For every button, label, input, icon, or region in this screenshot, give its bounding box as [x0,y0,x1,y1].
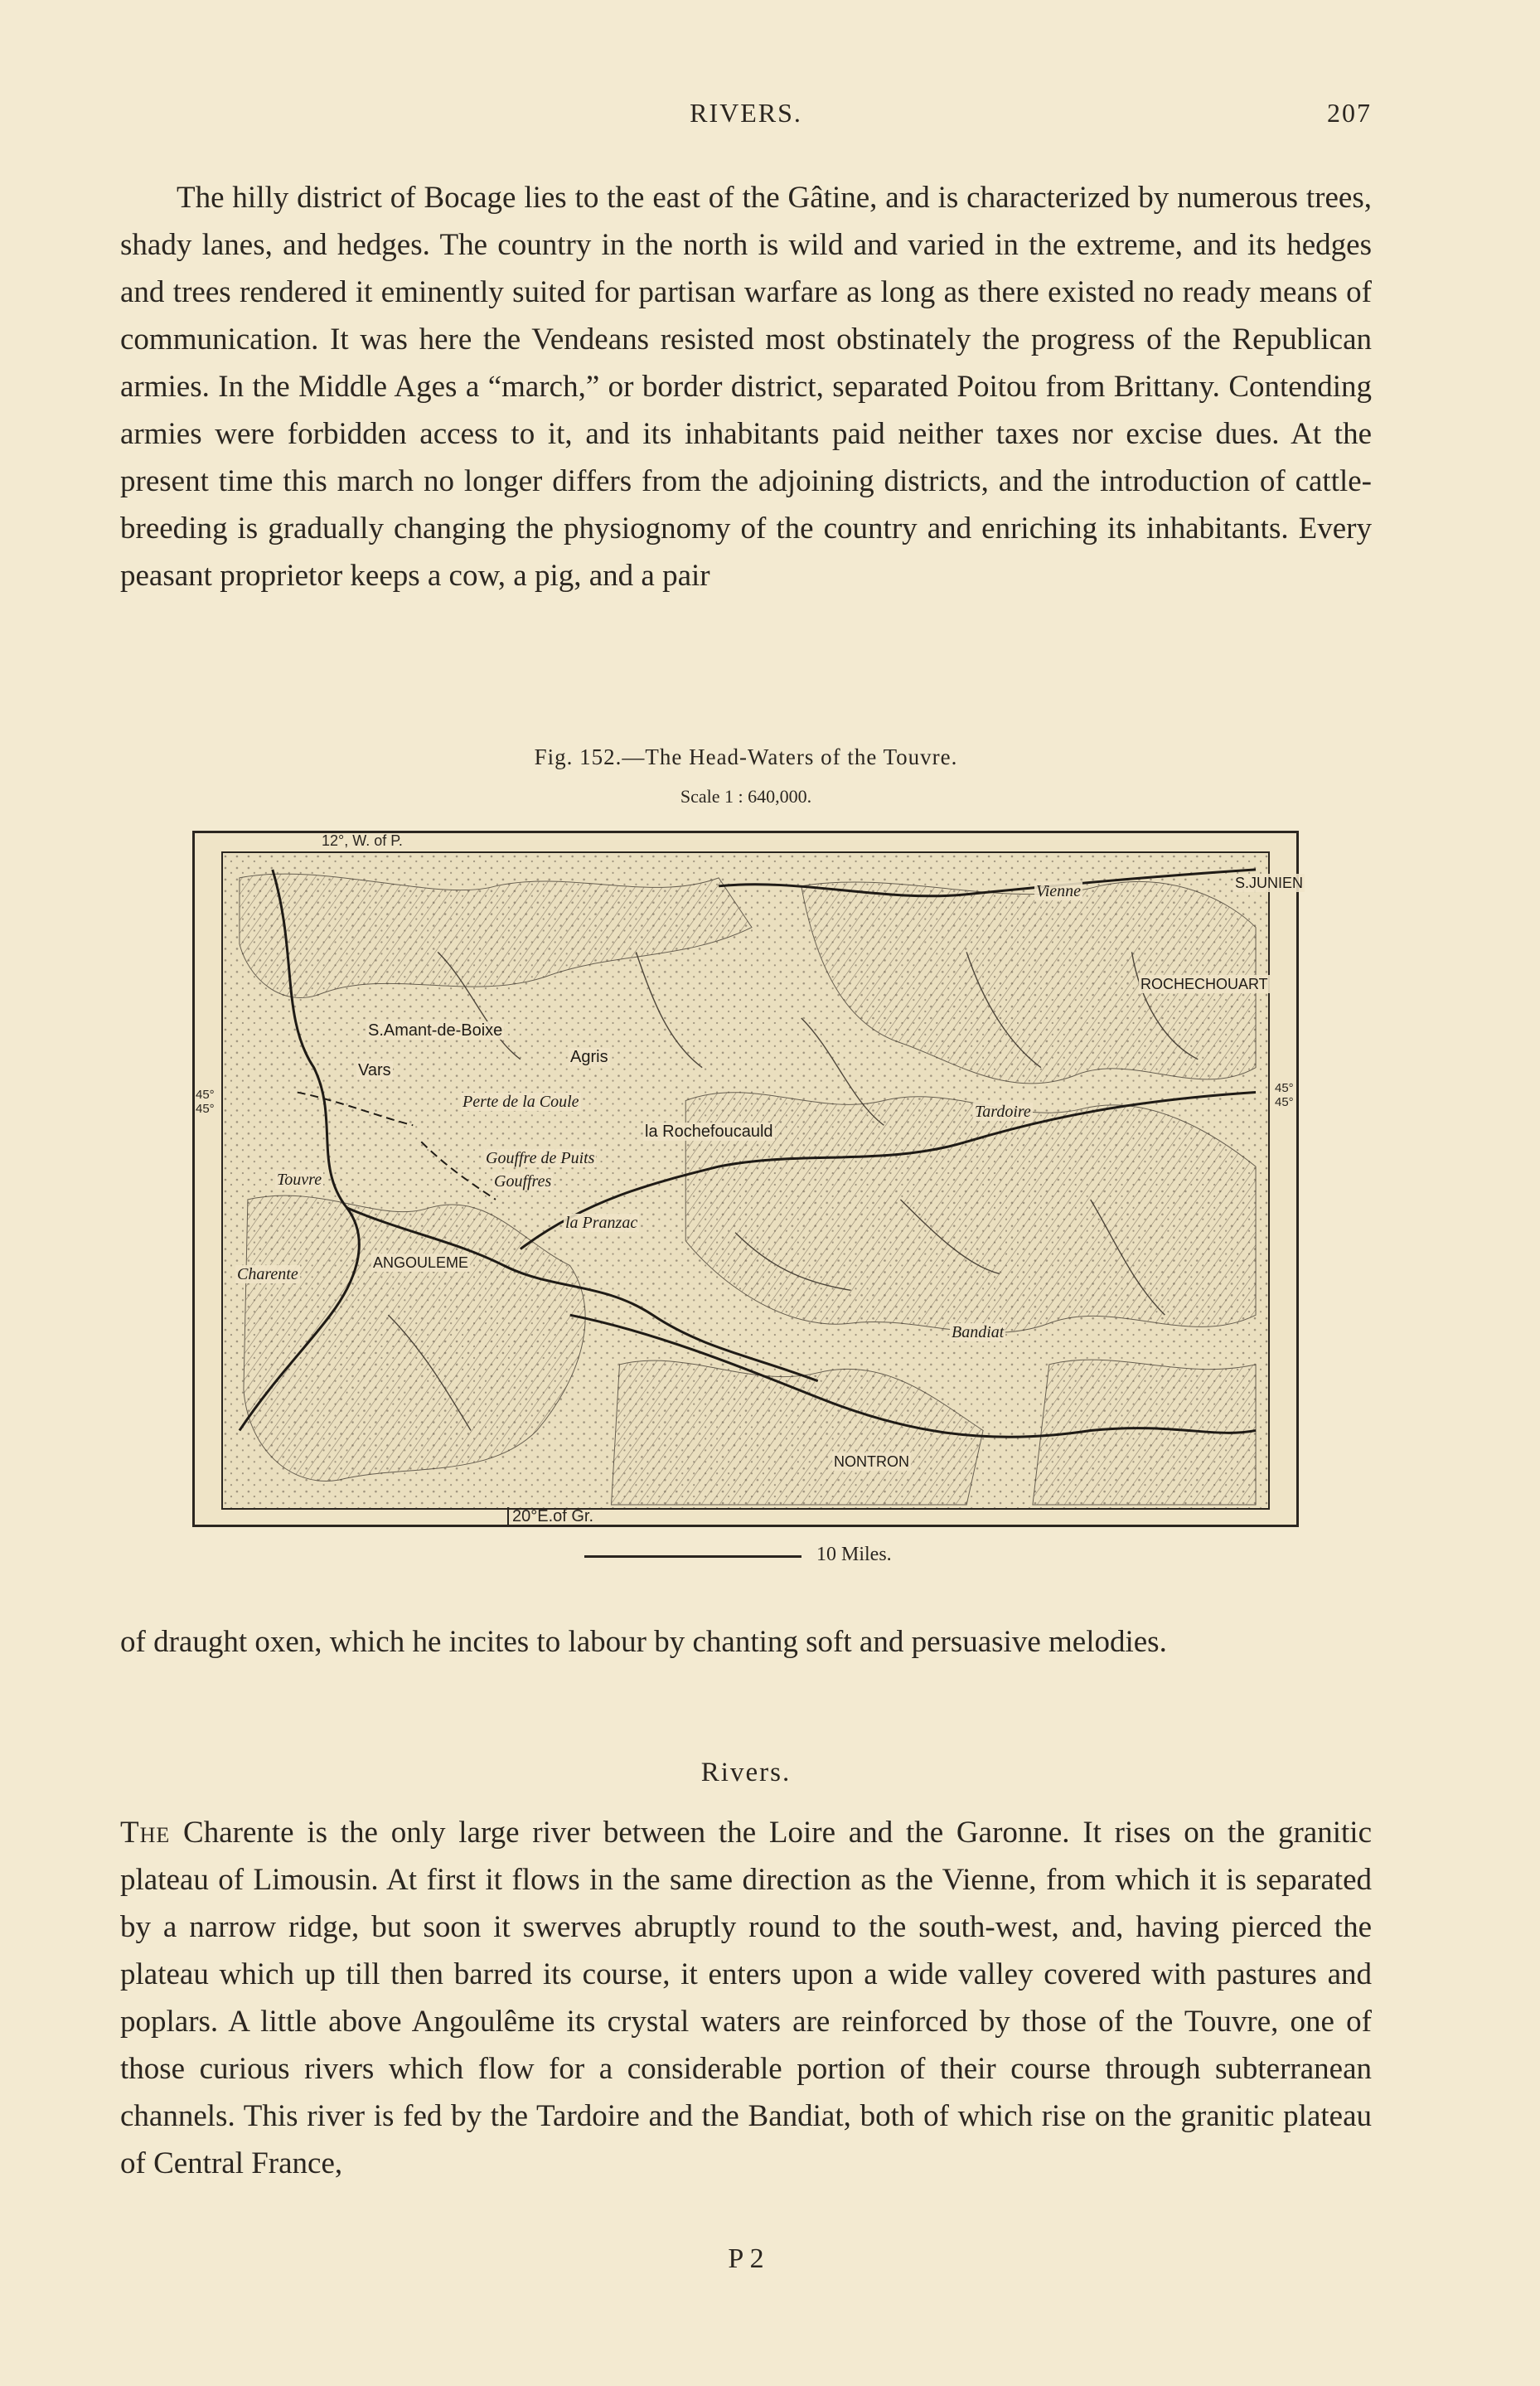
paragraph-charente [120,1809,1372,2187]
running-head [120,98,1372,139]
meridian-label-top: 12°, W. of P. [322,832,403,849]
place-st-amant: S.Amant-de-Boixe [368,1021,503,1040]
latitude-label-right: 45° 45° [1275,1081,1294,1109]
lead-word: The [120,1816,171,1850]
river-vienne: Vienne [1036,882,1082,900]
figure-caption: Fig. 152.—The Head-Waters of the Touvre. [534,744,958,769]
place-vars: Vars [358,1061,391,1079]
place-la-pranzac: la Pranzac [565,1214,638,1232]
map-area [221,851,1270,1510]
place-perte-coule: Perte de la Coule [462,1093,579,1111]
place-angouleme: ANGOULEME [373,1254,469,1271]
river-charente: Charente [237,1265,298,1283]
figure-scale: Scale 1 : 640,000. [680,786,812,807]
map-scale-bar [584,1555,801,1558]
page-number: 207 [1327,98,1372,128]
place-st-junien: S.JUNIEN [1235,875,1304,891]
section-title-rivers: Rivers. [700,1758,792,1787]
place-agris: Agris [570,1048,608,1066]
running-title: RIVERS. [690,98,802,128]
place-nontron: NONTRON [834,1453,909,1470]
map-figure [192,831,1299,1527]
place-la-rochefoucauld: la Rochefoucauld [645,1123,773,1141]
place-gouffre-puits: Gouffre de Puits [486,1149,595,1167]
place-rochechouart: ROCHECHOUART [1140,976,1268,992]
place-gouffres: Gouffres [494,1172,552,1191]
paragraph-draught-oxen: of draught oxen, which he incites to labour by chanting soft and persuasive melodies. [120,1625,1167,1659]
river-tardoire: Tardoire [975,1103,1031,1121]
meridian-label-bottom: 20°E.of Gr. [507,1507,593,1526]
river-bandiat: Bandiat [952,1323,1005,1341]
latitude-label-left: 45° 45° [196,1088,215,1116]
paragraph-bocage: The hilly district of Bocage lies to the east of the Gâtine, and is characterized by numerous trees, shady lanes, and hedges. The country in the north is wild and varied in the extreme, and its hedges and trees rendered it eminently suited for partisan warfare as long as there existed no ready means of communication. It was here the Vendeans resisted most obstinately the progress of the Republican armies. In the Middle Ages a “march,” or border district, separated Poitou from Brittany. Contending armies were forbidden access to it, and its inhabitants paid neither taxes nor excise dues. At the present time this march no longer differs from the adjoining districts, and the introduction of cattle-breeding is gradually changing the physiognomy of the country and enriching its inhabitants. Every peasant proprietor keeps a cow, a pig, and a pair [120,181,1372,593]
river-touvre: Touvre [277,1171,322,1189]
signature-mark: P 2 [728,2243,764,2274]
paragraph-charente-text: Charente is the only large river between the Loire and the Garonne. It rises on the granitic plateau of Limousin. At first it flows in the same direction as the Vienne, from which it is separated by a narrow ridge, but soon it swerves abruptly round to the south-west, and, having pierced the plateau which up till then barred its course, it enters upon a wide valley covered with pastures and poplars. A little above Angoulême its crystal waters are reinforced by those of the Touvre, one of those curious rivers which flow for a considerable portion of their course through subterranean channels. This river is fed by the Tardoire and the Bandiat, both of which rise on the granitic plateau of Central France, [120,1816,1372,2180]
map-engraving-illustration [223,853,1268,1508]
map-scale-label: 10 Miles. [816,1544,892,1565]
